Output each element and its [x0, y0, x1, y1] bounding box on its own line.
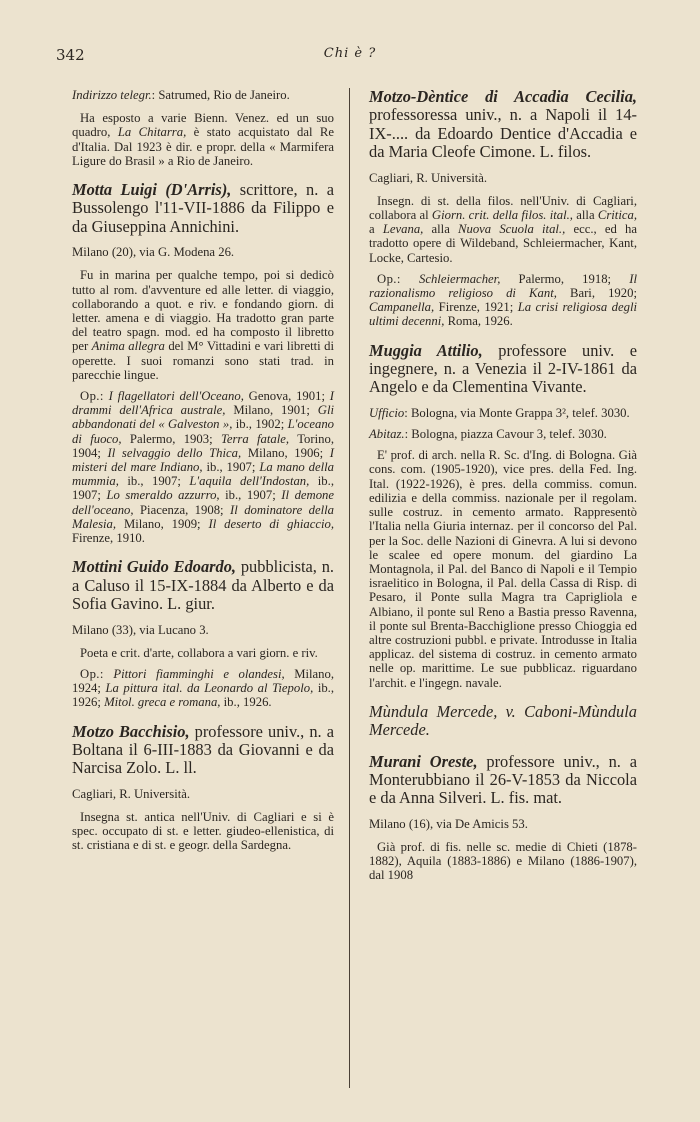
work-details: Milano, 1901;	[233, 403, 310, 418]
work-details: Firenze, 1910.	[72, 531, 145, 546]
right-column	[369, 88, 637, 890]
entry-heading: Muggia Attilio, professore univ. e ingegnere, n. a Venezia il 2-IV-1861 da Angelo e da Clementina Vivante.	[369, 340, 637, 397]
work-title: La pittura ital. da Leonardo al Tiepolo,	[105, 681, 314, 696]
work-details: ib., 1907;	[127, 474, 181, 489]
entry-works: Op.: Pittori fiamminghi e olandesi, Milano, 1924; La pittura ital. da Leonardo al Tiepolo, ib., 1926; Mitol. greca e romana, ib., 1926.	[72, 666, 335, 710]
work-details: Palermo, 1918;	[518, 271, 612, 286]
entry-heading: Motzo-Dèntice di Accadia Cecilia, professoressa univ., n. a Napoli il 14-IX-.... da Edoardo Dentice d'Accadia e da Maria Cleofe Cimone. L. filos.	[369, 87, 637, 162]
entry-biography: E' prof. di arch. nella R. Sc. d'Ing. di Bologna. Già cons. com. (1905-1920), vice pres. della Fed. Ing. Ital. (1922-1926), è pres. della commiss. comun. edilizia e della commiss. nazionale per il regolam. sulle costruz. in cemento armato. Rappresentò l'Italia nella Giuria internaz. per il concorso del Pal. per la Soc. delle Nazioni di Ginevra. A lui si devono le scalee ed opere monum. del giardino La Montagnola, il Pal. del Banco di Napoli e il Tempio israelitico in Bologna, il Pal. della Cassa di Risp. di Pesaro, il Ponte sulla Magra tra Caprigliola e Albiano, il ponte sul Reno a Bastia presso Ravenna, il ponte sul Brenta-Bacchiglione presso Chioggia ed altre costruzioni pubbl. e private. Introdusse in Italia applicaz. del sistema di costruz. in cemento armato nelle op. marittime. Le sue pubblicaz. riguardano l'archit. e l'ingegn. navale.	[369, 448, 637, 690]
work-title: Schleiermacher,	[418, 271, 501, 286]
work-title: Terra fatale,	[220, 431, 290, 446]
work-title: I flagellatori dell'Oceano,	[108, 389, 244, 404]
work-details: Firenze, 1921;	[438, 300, 514, 315]
work-title: Il demone dell'oceano,	[72, 488, 335, 517]
entry-muggia-attilio	[369, 342, 637, 690]
entry-biography: Insegn. di st. della filos. nell'Univ. di Cagliari, collabora al Giorn. crit. della filos. ital., alla Critica, a Levana, alla Nuova Scuola ital., ecc., ed ha tradotto opere di Wildeband, Schleiermacher, Kant, Locke, Cartesio.	[369, 193, 637, 265]
cross-reference: Mùndula Mercede, v. Caboni-Mùndula Mercede.	[369, 701, 637, 740]
work-details: ib., 1907;	[225, 488, 276, 503]
entry-mundula-mercede	[369, 703, 637, 740]
entry-address: Milano (20), via G. Modena 26.	[72, 245, 235, 260]
work-details: ib., 1907;	[206, 460, 256, 475]
work-details: ib., 1926;	[72, 681, 335, 710]
work-details: Bari, 1920;	[569, 286, 637, 301]
work-title: L'oceano di fuoco,	[72, 417, 335, 446]
work-title: I drammi dell'Africa australe,	[72, 389, 335, 418]
entry-biography: Poeta e crit. d'arte, collabora a vari giorn. e riv.	[80, 645, 318, 660]
work-title: La mano della mummia,	[72, 460, 335, 489]
entry-home-address: Abitaz.: Bologna, piazza Cavour 3, telef. 3030.	[369, 427, 607, 442]
entry-office-address: Ufficio: Bologna, via Monte Grappa 3², telef. 3030.	[369, 405, 630, 420]
biography-paragraph: Ha esposto a varie Bienn. Venez. ed un suo quadro, La Chitarra, è stato acquistato dal Re d'Italia. Dal 1923 è dir. e propr. della « Marmifera Ligure do Brasil » a Rio de Janeiro.	[72, 111, 334, 168]
entry-motzo-dentice-cecilia	[369, 88, 637, 329]
entry-works: Op.: Schleiermacher, Palermo, 1918; Il razionalismo religioso di Kant, Bari, 1920; Campanella, Firenze, 1921; La crisi religiosa degli ultimi decenni, Roma, 1926.	[369, 271, 638, 329]
work-title: Lo smeraldo azzurro,	[106, 488, 220, 503]
work-title: Mitol. greca e romana,	[104, 695, 221, 710]
work-details: Milano, 1909;	[123, 516, 201, 531]
entry-biography: Fu in marina per qualche tempo, poi si dedicò tutto al rom. d'avventure ed alle letter. di viaggio, collaborando a quot. e riv. e fondando giorn. di letter. amena e di viaggio. Ha tradotto gran parte del teatro spagn. mod. ed ha composto il libretto per Anima allegra del M° Vittadini e vari libretti di operette. I suoi romanzi sono stati trad. in parecchie lingue.	[72, 268, 335, 382]
work-title: Gli abbandonati del « Galveston »,	[72, 403, 335, 432]
entry-motta-luigi	[72, 181, 334, 545]
page-header	[56, 42, 644, 68]
work-title: Il selvaggio dello Thica,	[107, 445, 242, 460]
running-title: Chi è ?	[323, 46, 377, 61]
left-column	[72, 88, 334, 860]
entry-address: Milano (16), via De Amicis 53.	[369, 816, 528, 831]
entry-murani-oreste	[369, 753, 637, 883]
work-details: Milano, 1924;	[72, 666, 335, 696]
entry-heading: Murani Oreste, professore univ., n. a Monterubbiano il 26-V-1853 da Niccola e da Anna Silveri. L. fis. mat.	[369, 751, 637, 808]
entry-works: Op.: I flagellatori dell'Oceano, Genova, 1901; I drammi dell'Africa australe, Milano, 1901; Gli abbandonati del « Galveston », ib., 1902; L'oceano di fuoco, Palermo, 1903; Terra fatale, Torino, 1904; Il selvaggio dello Thica, Milano, 1906; I misteri del mare Indiano, ib., 1907; La mano della mummia, ib., 1907; L'aquila dell'Indostan, ib., 1907; Lo smeraldo azzurro, ib., 1907; Il demone dell'oceano, Piacenza, 1908; Il dominatore della Malesia, Milano, 1909; Il deserto di ghiaccio, Firenze, 1910.	[72, 389, 335, 546]
entry-biography: Insegna st. antica nell'Univ. di Cagliari e si è spec. occupato di st. e letter. giudeo-ellenistica, di st. cristiana e di st. e geogr. della Sardegna.	[72, 809, 334, 853]
work-title: Il dominatore della Malesia,	[72, 502, 335, 531]
work-title: Campanella,	[369, 300, 435, 315]
work-details: ib., 1926.	[223, 695, 272, 710]
entry-biography: Già prof. di fis. nelle sc. medie di Chieti (1878-1882), Aquila (1883-1886) e Milano (1886-1907), dal 1908	[369, 839, 637, 883]
work-title: L'aquila dell'Indostan,	[189, 474, 310, 489]
entry-mottini-guido-edoardo	[72, 558, 334, 709]
work-details: Torino, 1904;	[72, 431, 335, 460]
entry-address: Cagliari, R. Università.	[369, 170, 488, 185]
work-details: Milano, 1906;	[247, 445, 324, 460]
work-title: Pittori fiamminghi e olandesi,	[113, 666, 285, 681]
entry-address: Cagliari, R. Università.	[72, 786, 191, 801]
work-title: I misteri del mare Indiano,	[72, 445, 335, 475]
work-details: Genova, 1901;	[248, 389, 325, 404]
work-details: Piacenza, 1908;	[140, 502, 224, 517]
work-details: Palermo, 1903;	[129, 431, 213, 446]
work-title: Il razionalismo religioso di Kant,	[369, 271, 638, 301]
work-details: ib., 1902;	[235, 417, 285, 432]
page-number: 342	[56, 46, 85, 64]
entry-heading: Motta Luigi (D'Arris), scrittore, n. a Bussolengo l'11-VII-1886 da Filippo e da Giuseppina Annichini.	[72, 180, 334, 236]
entry-motzo-bacchisio	[72, 723, 334, 853]
telegraph-address: Indirizzo telegr.: Satrumed, Rio de Janeiro.	[72, 88, 290, 102]
work-details: ib., 1907;	[72, 474, 334, 503]
work-title: La crisi religiosa degli ultimi decenni,	[369, 300, 638, 329]
work-title: Il deserto di ghiaccio,	[208, 516, 335, 531]
entry-heading: Motzo Bacchisio, professore univ., n. a Boltana il 6-III-1883 da Giovanni e da Narcisa Zolo. L. ll.	[72, 721, 334, 778]
entry-address: Milano (33), via Lucano 3.	[72, 622, 209, 637]
entry-heading: Mottini Guido Edoardo, pubblicista, n. a Caluso il 15-IX-1884 da Alberto e da Sofia Gavino. L. giur.	[72, 557, 334, 614]
work-details: Roma, 1926.	[447, 314, 513, 329]
column-divider	[349, 88, 350, 1088]
